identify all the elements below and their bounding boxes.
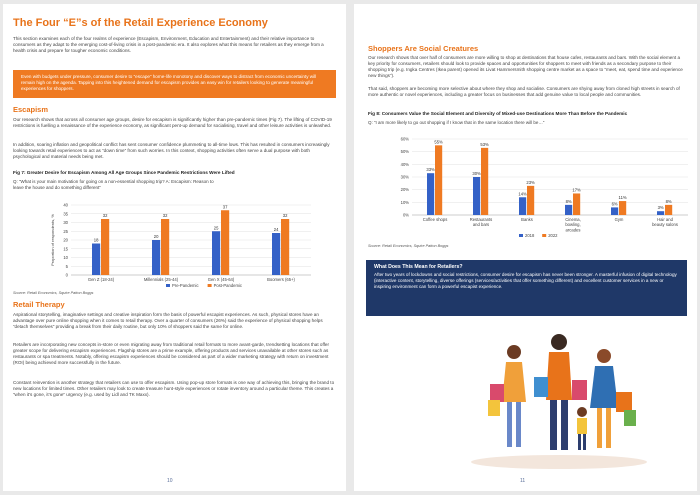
page-title: The Four “E”s of the Retail Experience Economy	[13, 17, 268, 29]
bar	[427, 173, 434, 215]
fig7-chart	[11, 197, 336, 290]
x-tick-label: Millennials (25-44)	[143, 277, 179, 282]
bar-value-label: 17%	[572, 187, 581, 193]
y-tick-label: 10%	[400, 199, 409, 205]
y-tick-label: 5	[65, 263, 68, 269]
legend-swatch	[542, 234, 546, 237]
bar	[481, 148, 488, 215]
bar-value-label: 3%	[657, 205, 664, 211]
bar	[152, 240, 160, 275]
legend-swatch	[519, 234, 523, 237]
left-page	[3, 4, 346, 491]
y-axis-label: Proportion of respondents, %	[50, 214, 55, 266]
bar	[212, 231, 220, 275]
x-tick-label: Coffee shops	[422, 217, 448, 222]
bar	[473, 177, 480, 215]
callout-text: Even with budgets under pressure, consumer desire to “escape” home-life monotony and discover ways to distract from economic uncertainty will remain high on the agenda. Tapping into this heightened demand for escapism provides an easy win for retailers looking to generate meaningful experiences for shoppers.	[21, 74, 317, 92]
bar	[657, 211, 664, 215]
y-tick-label: 10	[63, 255, 68, 260]
page-number-right: 11	[520, 478, 526, 484]
bar-value-label: 30%	[472, 171, 481, 176]
legend-label: Pre-Pandemic	[172, 283, 199, 288]
bar	[573, 193, 580, 215]
retail-therapy-paragraph-3: Constant reinvention is another strategy that retailers can use to offer escapism. Using pop-up store formats is one way of achieving this, bringing the brand to new locations for limited times. Other retailers may look to create treasure hunt-style experiences or rotate inventory around a particular theme. This creates a “when it’s gone, it’s gone” urgency (e.g. used by Lidl and TK Maxx).	[13, 380, 335, 398]
social-paragraph-2: That said, shoppers are becoming more selective about where they shop and socialise. Consumers are shying away from cloned high streets in search of more authentic or novel experiences, including a greater focus on businesses that add genuine value to local people and communities.	[368, 86, 680, 98]
bar-value-label: 18	[93, 237, 99, 243]
bar-value-label: 8%	[665, 198, 672, 204]
bar-value-label: 25	[213, 225, 219, 231]
bar-value-label: 23%	[526, 179, 535, 185]
bar-value-label: 32	[102, 213, 108, 218]
legend-label: 2022	[548, 233, 558, 238]
x-tick-label: Cinema, bowling, arcades	[565, 217, 581, 233]
y-tick-label: 40	[63, 202, 68, 208]
shoppers-illustration	[464, 322, 650, 472]
bar	[92, 244, 100, 276]
bar	[611, 207, 618, 215]
bar-value-label: 55%	[434, 139, 443, 145]
bar-value-label: 14%	[518, 191, 527, 197]
y-tick-label: 40%	[400, 161, 409, 167]
bar	[527, 186, 534, 215]
page-number-left: 10	[167, 478, 173, 484]
fig7-question: Q: “What is your main motivation for going on a non-essential shopping trip? A: Escapism: Reason to leave the house and do something different”	[13, 179, 214, 190]
fig8-source: Source: Retail Economics, Squire Patton Boggs	[368, 244, 449, 248]
bar-value-label: 53%	[480, 141, 489, 147]
right-page	[354, 4, 697, 491]
bar	[221, 210, 229, 275]
y-tick-label: 60%	[400, 136, 409, 142]
x-tick-label: Gym	[614, 217, 624, 222]
bar-value-label: 8%	[565, 198, 572, 204]
bar	[101, 219, 109, 275]
bar-value-label: 33%	[426, 167, 435, 173]
y-tick-label: 0%	[402, 212, 409, 218]
fig8-question: Q: “I am more likely to go out shopping if I know that in the same location there will be…”	[368, 120, 545, 125]
x-tick-label: Restaurants and bars	[469, 217, 493, 228]
y-tick-label: 35	[63, 211, 68, 217]
escapism-paragraph-1: Our research shows that across all consumer age groups, desire for escapism is significantly higher than pre-pandemic times (Fig 7). The lifting of COVID-19 restrictions is fuelling a renaissance of the experience economy, as significant pent-up demand for socialising, travel and other leisure activities is unleashed.	[13, 117, 332, 129]
takeaway-title: What Does This Mean for Retailers?	[374, 264, 463, 270]
bar	[519, 197, 526, 215]
bar-value-label: 32	[282, 213, 288, 218]
bar	[272, 233, 280, 275]
x-tick-label: Gen X (45-64)	[207, 277, 235, 282]
bar	[619, 201, 626, 215]
y-tick-label: 25	[63, 228, 68, 234]
y-tick-label: 30%	[400, 174, 409, 180]
y-tick-label: 15	[63, 246, 68, 252]
retail-therapy-heading: Retail Therapy	[13, 300, 65, 309]
fig7-title: Fig 7: Greater Desire for Escapism Among All Age Groups Since Pandemic Restrictions Were Lifted	[13, 170, 235, 175]
takeaway-text: After two years of lockdowns and social restrictions, consumer desire for escapism has never been stronger. A masterful infusion of digital technology (interactive content, storytelling, diverse offerings (services/activities that offer something different) and excellent customer services in a new or inspiring environment can form a powerful escapist experience.	[374, 272, 677, 290]
legend-swatch	[166, 284, 170, 287]
bar	[565, 205, 572, 215]
fig8-chart	[362, 129, 692, 241]
bar	[281, 219, 289, 275]
bar	[161, 219, 169, 275]
x-tick-label: Hair and beauty salons	[652, 217, 678, 228]
bar	[435, 145, 442, 215]
intro-paragraph: This section examines each of the four realms of experience (Escapism, Environment, Education and Entertainment) and their relative importance to consumers as they adapt to the emerging cost-of-living crisis in a post-pandemic era. It also explores what this means for retailers as they emerge from a health crisis and prepare for tougher economic conditions.	[13, 36, 324, 54]
callout-box	[13, 70, 336, 98]
x-tick-label: Banks	[521, 217, 533, 222]
fig8-title: Fig 8: Consumers Value the Social Element and Diversity of Mixed-use Destinations More Than Before the Pandemic	[368, 111, 628, 116]
escapism-paragraph-2: In addition, soaring inflation and geopolitical conflict has sent consumer confidence plummeting to all-time lows. This has resulted in consumers increasingly looking towards retail experiences to act as “down time” from such worries. In this context, shopping activities often serve a dual purpose with both psychological and material needs being met.	[13, 142, 330, 160]
bar-value-label: 32	[162, 213, 168, 218]
legend-label: Post-Pandemic	[213, 283, 243, 288]
x-tick-label: Gen Z (18-24)	[87, 277, 115, 282]
y-tick-label: 20%	[400, 187, 409, 193]
escapism-heading: Escapism	[13, 105, 49, 114]
y-tick-label: 20	[63, 237, 68, 243]
y-tick-label: 30	[63, 220, 68, 225]
y-tick-label: 0	[65, 272, 68, 278]
bar-value-label: 37	[222, 204, 228, 210]
retail-therapy-paragraph-1: Aspirational storytelling, imaginative settings and creative inspiration form the basis of powerful escapist experiences. As such, physical stores have an advantage over pure online shopping when it comes to retail therapy. Over a quarter of consumers (26%) said the experience of physical shopping helps “detach themselves” providing a break from their daily routine, but only 10% of shoppers said the same for online.	[13, 312, 323, 330]
social-paragraph-1: Our research shows that over half of consumers are more willing to shop at destinations that house cafes, restaurants and bars. With the social element a key priority for consumers, retailers should look to provide spaces and opportunities for shoppers to meet with friends as a secondary purpose to their shopping trip (e.g. Ingka Centres (Ikea parent) opened its Livat Hammersmith shopping centre market as a space to “meet, eat, spend time and experience new things”).	[368, 55, 683, 79]
legend-label: 2018	[525, 233, 535, 238]
y-tick-label: 50%	[400, 149, 409, 155]
social-heading: Shoppers Are Social Creatures	[368, 44, 479, 53]
fig7-source: Source: Retail Economics, Squire Patton Boggs	[13, 291, 94, 295]
bar	[665, 205, 672, 215]
retail-therapy-paragraph-2: Retailers are incorporating new concepts in-store or even migrating away from traditional retail formats to more avant-garde, trendsetting locations that offer greater scope for delivering escapism experiences. Flagship stores are a prime example, offering products and services unavailable at other stores such as restaurants or spa treatments. Notably, offering escapism experiences should be considered as part of a wider marketing strategy with return on investment (ROI) being achieved more successfully in the future.	[13, 342, 330, 366]
bar-value-label: 6%	[611, 201, 618, 207]
retailer-takeaway-box	[366, 260, 687, 316]
bar-value-label: 11%	[618, 195, 627, 201]
bar-value-label: 20	[153, 234, 159, 239]
bar-value-label: 24	[273, 227, 279, 232]
x-tick-label: Boomers (65+)	[267, 277, 295, 282]
legend-swatch	[208, 284, 212, 287]
